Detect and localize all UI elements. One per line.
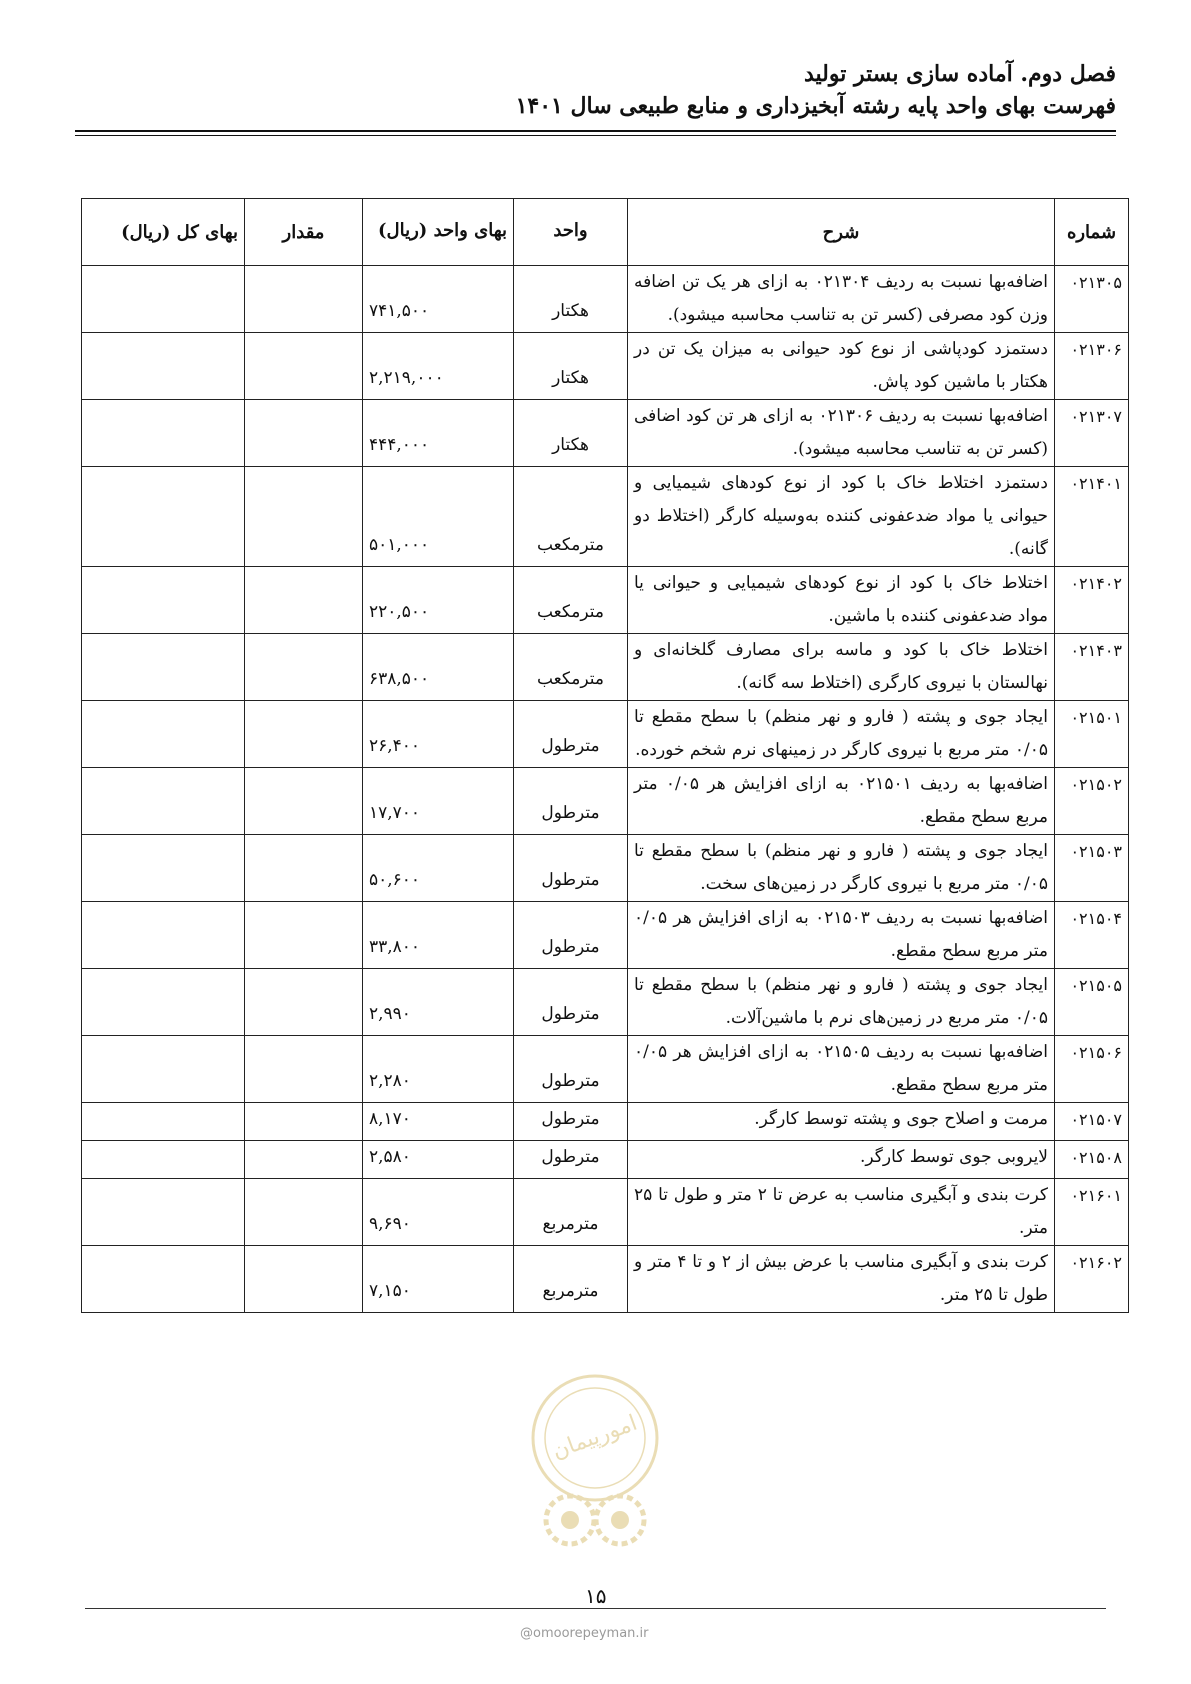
row-number: ۰۲۱۵۰۴ [1055,902,1129,969]
row-total [82,1103,245,1141]
table-row [82,902,1129,969]
row-description: کرت بندی و آبگیری مناسب با عرض بیش از ۲ و تا ۴ متر و طول تا ۲۵ متر. [628,1246,1055,1313]
row-total [82,400,245,467]
price-list-table [81,198,1129,1313]
row-unit-price: ۹,۶۹۰ [363,1179,514,1246]
table-row [82,567,1129,634]
row-total [82,1036,245,1103]
footer-rule [85,1608,1106,1609]
row-unit: مترمکعب [514,634,628,701]
row-description: اضافه‌بها نسبت به ردیف ۰۲۱۵۰۵ به ازای افزایش هر ۰/۰۵ متر مربع سطح مقطع. [628,1036,1055,1103]
row-quantity [245,969,363,1036]
row-unit-price: ۲۲۰,۵۰۰ [363,567,514,634]
page-number: ۱۵ [585,1584,607,1608]
row-unit: مترمربع [514,1179,628,1246]
row-description: کرت بندی و آبگیری مناسب به عرض تا ۲ متر و طول تا ۲۵ متر. [628,1179,1055,1246]
row-quantity [245,1179,363,1246]
page-header [76,58,1116,122]
row-number: ۰۲۱۴۰۲ [1055,567,1129,634]
row-number: ۰۲۱۴۰۳ [1055,634,1129,701]
header-unit-price: بهای واحد (ریال) [363,199,514,266]
table-row [82,835,1129,902]
row-total [82,1141,245,1179]
header-rule-thick [75,130,1116,132]
row-total [82,266,245,333]
row-unit-price: ۲,۲۸۰ [363,1036,514,1103]
row-total [82,701,245,768]
row-total [82,1246,245,1313]
row-unit: مترمکعب [514,467,628,567]
row-unit-price: ۴۴۴,۰۰۰ [363,400,514,467]
svg-text:امورپیمان: امورپیمان [549,1410,641,1465]
row-description: لایروبی جوی توسط کارگر. [628,1141,1055,1179]
row-description: دستمزد اختلاط خاک با کود از نوع کودهای شیمیایی و حیوانی یا مواد ضدعفونی کننده به‌وسیله کارگر (اختلاط دو گانه). [628,467,1055,567]
table-row [82,333,1129,400]
row-description: اضافه‌بها نسبت به ردیف ۰۲۱۳۰۶ به ازای هر تن کود اضافی (کسر تن به تناسب محاسبه میشود). [628,400,1055,467]
row-unit: مترمکعب [514,567,628,634]
watermark-seal-icon [500,1360,690,1560]
row-number: ۰۲۱۴۰۱ [1055,467,1129,567]
row-number: ۰۲۱۵۰۲ [1055,768,1129,835]
row-unit-price: ۸,۱۷۰ [363,1103,514,1141]
row-description: ایجاد جوی و پشته ( فارو و نهر منظم) با سطح مقطع تا ۰/۰۵ متر مربع در زمین‌های نرم با ماشین‌آلات. [628,969,1055,1036]
row-unit-price: ۳۳,۸۰۰ [363,902,514,969]
table-row [82,1179,1129,1246]
row-total [82,902,245,969]
header-quantity: مقدار [245,199,363,266]
row-unit: مترطول [514,835,628,902]
table-header-row [82,199,1129,266]
table-row [82,400,1129,467]
row-total [82,467,245,567]
row-number: ۰۲۱۶۰۲ [1055,1246,1129,1313]
row-quantity [245,1141,363,1179]
row-quantity [245,567,363,634]
row-quantity [245,902,363,969]
row-quantity [245,266,363,333]
row-unit: مترطول [514,1141,628,1179]
header-rule-thin [75,135,1116,136]
row-unit: مترطول [514,1103,628,1141]
row-total [82,835,245,902]
row-total [82,1179,245,1246]
table-row [82,969,1129,1036]
document-subtitle: فهرست بهای واحد پایه رشته آبخیزداری و منابع طبیعی سال ۱۴۰۱ [515,93,1116,119]
header-total: بهای کل (ریال) [82,199,245,266]
table-row [82,266,1129,333]
row-number: ۰۲۱۵۰۸ [1055,1141,1129,1179]
row-number: ۰۲۱۵۰۳ [1055,835,1129,902]
row-unit-price: ۵۰۱,۰۰۰ [363,467,514,567]
table-row [82,1103,1129,1141]
footer-site-link[interactable]: @omoorepeyman.ir [520,1626,649,1641]
row-unit: مترطول [514,768,628,835]
row-number: ۰۲۱۳۰۷ [1055,400,1129,467]
row-total [82,768,245,835]
row-description: اضافه‌بها به ردیف ۰۲۱۵۰۱ به ازای افزایش هر ۰/۰۵ متر مربع سطح مقطع. [628,768,1055,835]
row-unit-price: ۷,۱۵۰ [363,1246,514,1313]
row-unit: مترطول [514,701,628,768]
row-description: اختلاط خاک با کود و ماسه برای مصارف گلخانه‌ای و نهالستان با نیروی کارگری (اختلاط سه گانه). [628,634,1055,701]
table-row [82,634,1129,701]
row-total [82,333,245,400]
chapter-title: فصل دوم. آماده سازی بستر تولید [803,61,1116,87]
row-number: ۰۲۱۶۰۱ [1055,1179,1129,1246]
row-quantity [245,467,363,567]
table-row [82,1246,1129,1313]
row-quantity [245,333,363,400]
table-row [82,1036,1129,1103]
row-unit: هکتار [514,333,628,400]
row-quantity [245,768,363,835]
row-total [82,969,245,1036]
row-unit: هکتار [514,266,628,333]
row-unit-price: ۶۳۸,۵۰۰ [363,634,514,701]
row-quantity [245,1036,363,1103]
row-quantity [245,1103,363,1141]
row-quantity [245,400,363,467]
row-number: ۰۲۱۵۰۶ [1055,1036,1129,1103]
row-description: اختلاط خاک با کود از نوع کودهای شیمیایی و حیوانی یا مواد ضدعفونی کننده با ماشین. [628,567,1055,634]
row-description: ایجاد جوی و پشته ( فارو و نهر منظم) با سطح مقطع تا ۰/۰۵ متر مربع با نیروی کارگر در زمین‌های سخت. [628,835,1055,902]
table-row [82,768,1129,835]
row-unit: هکتار [514,400,628,467]
row-number: ۰۲۱۵۰۵ [1055,969,1129,1036]
row-number: ۰۲۱۵۰۱ [1055,701,1129,768]
header-number: شماره [1055,199,1129,266]
row-description: اضافه‌بها نسبت به ردیف ۰۲۱۳۰۴ به ازای هر یک تن اضافه وزن کود مصرفی (کسر تن به تناسب محاسبه میشود). [628,266,1055,333]
row-total [82,567,245,634]
row-number: ۰۲۱۳۰۶ [1055,333,1129,400]
row-unit-price: ۲,۵۸۰ [363,1141,514,1179]
row-unit: مترمربع [514,1246,628,1313]
table-row [82,467,1129,567]
row-unit-price: ۲,۲۱۹,۰۰۰ [363,333,514,400]
row-unit-price: ۲۶,۴۰۰ [363,701,514,768]
row-description: اضافه‌بها نسبت به ردیف ۰۲۱۵۰۳ به ازای افزایش هر ۰/۰۵ متر مربع سطح مقطع. [628,902,1055,969]
row-unit-price: ۷۴۱,۵۰۰ [363,266,514,333]
row-unit-price: ۱۷,۷۰۰ [363,768,514,835]
row-unit-price: ۵۰,۶۰۰ [363,835,514,902]
row-quantity [245,1246,363,1313]
row-number: ۰۲۱۵۰۷ [1055,1103,1129,1141]
header-description: شرح [628,199,1055,266]
table-row [82,701,1129,768]
row-quantity [245,634,363,701]
row-description: دستمزد کودپاشی از نوع کود حیوانی به میزان یک تن در هکتار با ماشین کود پاش. [628,333,1055,400]
row-unit: مترطول [514,969,628,1036]
row-quantity [245,835,363,902]
row-total [82,634,245,701]
row-unit: مترطول [514,1036,628,1103]
row-description: ایجاد جوی و پشته ( فارو و نهر منظم) با سطح مقطع تا ۰/۰۵ متر مربع با نیروی کارگر در زمینهای نرم شخم خورده. [628,701,1055,768]
table-row [82,1141,1129,1179]
row-number: ۰۲۱۳۰۵ [1055,266,1129,333]
header-unit: واحد [514,199,628,266]
row-unit: مترطول [514,902,628,969]
row-unit-price: ۲,۹۹۰ [363,969,514,1036]
row-quantity [245,701,363,768]
table-body [82,266,1129,1313]
row-description: مرمت و اصلاح جوی و پشته توسط کارگر. [628,1103,1055,1141]
